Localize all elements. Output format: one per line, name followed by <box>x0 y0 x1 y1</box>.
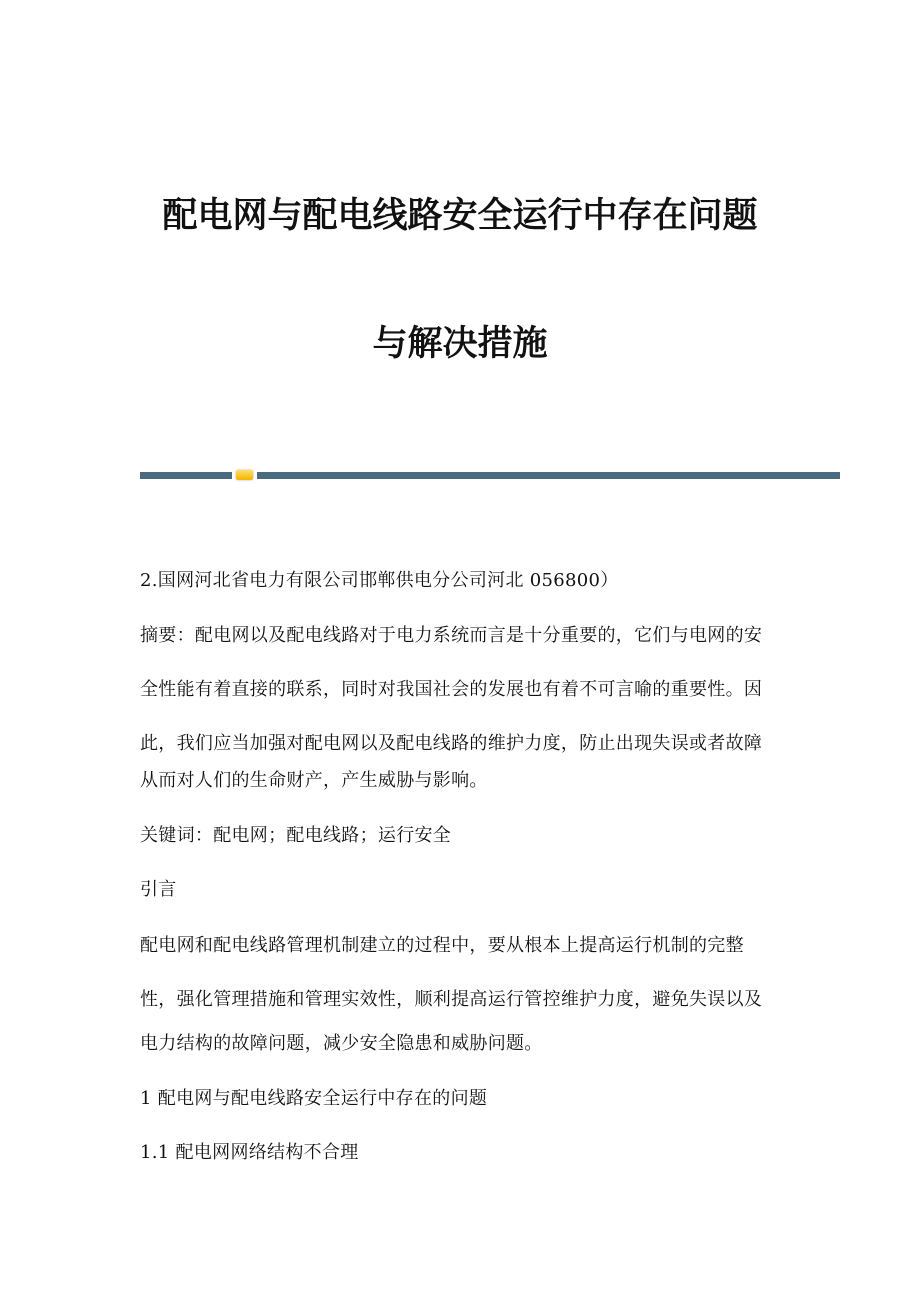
heading-introduction: 引言 <box>140 879 177 900</box>
paragraph-line: 配电网和配电线路管理机制建立的过程中，要从根本上提高运行机制的完整 <box>140 935 744 956</box>
keywords: 关键词：配电网；配电线路；运行安全 <box>140 825 452 846</box>
abstract-line: 全性能有着直接的联系，同时对我国社会的发展也有着不可言喻的重要性。因 <box>140 679 763 700</box>
abstract-line: 此，我们应当加强对配电网以及配电线路的维护力度，防止出现失误或者故障 <box>140 733 763 754</box>
abstract-line: 摘要：配电网以及配电线路对于电力系统而言是十分重要的，它们与电网的安 <box>140 625 763 646</box>
title-line-2: 与解决措施 <box>372 324 548 364</box>
title-line-1: 配电网与配电线路安全运行中存在问题 <box>162 196 758 236</box>
divider-right <box>257 472 840 479</box>
divider-ornament-icon <box>236 470 253 480</box>
affiliation: 2.国网河北省电力有限公司邯郸供电分公司河北 056800） <box>140 570 619 591</box>
subsection-heading: 1.1 配电网网络结构不合理 <box>140 1142 359 1163</box>
divider-left <box>140 472 232 479</box>
abstract-line: 从而对人们的生命财产，产生威胁与影响。 <box>140 770 488 791</box>
section-heading: 1 配电网与配电线路安全运行中存在的问题 <box>140 1088 488 1109</box>
paragraph-line: 电力结构的故障问题，减少安全隐患和威胁问题。 <box>140 1033 543 1054</box>
paragraph-line: 性，强化管理措施和管理实效性，顺利提高运行管控维护力度，避免失误以及 <box>140 989 763 1010</box>
